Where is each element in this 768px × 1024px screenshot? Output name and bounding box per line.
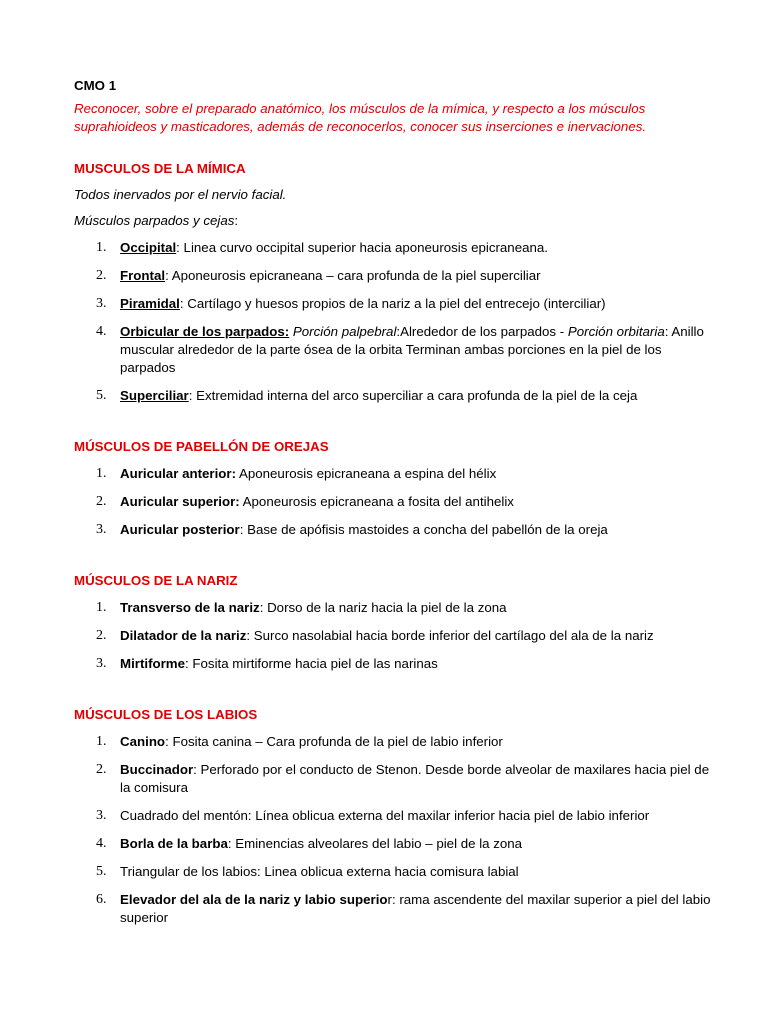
portion-name: Porción palpebral	[289, 324, 397, 339]
list-item	[74, 239, 714, 257]
list-number: 3.	[96, 808, 107, 823]
muscle-name: Auricular posterior	[120, 522, 240, 537]
muscle-description: : Perforado por el conducto de Stenon. Desde borde alveolar de maxilares hacia piel de la comisura	[120, 762, 710, 795]
muscle-list-mimica	[74, 239, 714, 405]
list-number: 4.	[96, 324, 107, 339]
list-item	[74, 761, 714, 797]
list-number: 6.	[96, 892, 107, 907]
muscle-description: : Surco nasolabial hacia borde inferior del cartílago del ala de la nariz	[246, 628, 654, 643]
muscle-list-nariz	[74, 599, 714, 673]
muscle-description: : Eminencias alveolares del labio – piel de la zona	[227, 836, 523, 851]
list-item	[74, 387, 714, 405]
list-number: 1.	[96, 466, 107, 481]
muscle-name: Canino	[120, 734, 166, 749]
section-heading-labios: MÚSCULOS DE LOS LABIOS	[74, 707, 258, 722]
list-item	[74, 863, 714, 881]
muscle-name: Occipital	[120, 240, 177, 255]
document-page	[74, 77, 714, 937]
section-heading-nariz: MÚSCULOS DE LA NARIZ	[74, 573, 238, 588]
list-number: 3.	[96, 522, 107, 537]
muscle-name: Superciliar	[120, 388, 189, 403]
muscle-description: : Cartílago y huesos propios de la nariz a la piel del entrecejo (interciliar)	[179, 296, 606, 311]
muscle-name: Borla de la barba	[120, 836, 228, 851]
muscle-description: : Fosita canina – Cara profunda de la piel de labio inferior	[165, 734, 503, 749]
list-number: 3.	[96, 656, 107, 671]
list-item	[74, 599, 714, 617]
list-item	[74, 295, 714, 313]
muscle-name: Buccinador	[120, 762, 194, 777]
list-item	[74, 465, 714, 483]
list-item	[74, 891, 714, 927]
list-number: 1.	[96, 600, 107, 615]
subsection-label	[74, 212, 714, 230]
muscle-description: : Aponeurosis epicraneana – cara profunda de la piel superciliar	[165, 268, 541, 283]
list-item	[74, 807, 714, 825]
muscle-description: : Base de apófisis mastoides a concha del pabellón de la oreja	[239, 522, 608, 537]
list-number: 2.	[96, 268, 107, 283]
list-item	[74, 627, 714, 645]
muscle-description: : Anillo muscular alrededor de la parte ósea de la orbita Terminan ambas porciones en la piel de los parpados	[120, 324, 704, 375]
list-number: 1.	[96, 734, 107, 749]
section-heading-mimica: MUSCULOS DE LA MÍMICA	[74, 161, 246, 176]
portion-name: Porción orbitaria	[567, 324, 665, 339]
list-number: 5.	[96, 388, 107, 403]
subsection-label-colon: :	[234, 213, 239, 228]
muscle-name: Piramidal	[120, 296, 180, 311]
list-number: 3.	[96, 296, 107, 311]
muscle-description: :Alrededor de los parpados -	[396, 324, 568, 339]
muscle-description: : Extremidad interna del arco superciliar a cara profunda de la piel de la ceja	[188, 388, 638, 403]
list-number: 2.	[96, 762, 107, 777]
list-item	[74, 521, 714, 539]
list-item	[74, 835, 714, 853]
muscle-description: : Linea curvo occipital superior hacia aponeurosis epicraneana.	[176, 240, 548, 255]
list-number: 2.	[96, 494, 107, 509]
muscle-description: r: rama ascendente del maxilar superior a piel del labio superior	[120, 892, 711, 925]
list-number: 5.	[96, 864, 107, 879]
muscle-name: Frontal	[120, 268, 166, 283]
section-note: Todos inervados por el nervio facial.	[74, 187, 287, 202]
muscle-list-labios	[74, 733, 714, 927]
muscle-description: Aponeurosis epicraneana a fosita del antihelix	[239, 494, 514, 509]
muscle-list-orejas	[74, 465, 714, 539]
list-item	[74, 493, 714, 511]
list-item	[74, 655, 714, 673]
list-number: 1.	[96, 240, 107, 255]
list-number: 2.	[96, 628, 107, 643]
list-number: 4.	[96, 836, 107, 851]
document-title: CMO 1	[74, 78, 117, 93]
muscle-description: Aponeurosis epicraneana a espina del hélix	[236, 466, 497, 481]
list-item	[74, 733, 714, 751]
muscle-name: Orbicular de los parpados:	[120, 324, 290, 339]
section-heading-orejas: MÚSCULOS DE PABELLÓN DE OREJAS	[74, 439, 329, 454]
subsection-label-text: Músculos parpados y cejas	[74, 213, 235, 228]
muscle-name: Transverso de la nariz	[120, 600, 260, 615]
list-item	[74, 323, 714, 377]
muscle-name: Auricular superior:	[120, 494, 240, 509]
objective-text: Reconocer, sobre el preparado anatómico, los músculos de la mímica, y respecto a los músculos suprahioideos y masticadores, además de reconocerlos, conocer sus inserciones e inervaciones.	[74, 101, 647, 134]
muscle-name: Auricular anterior:	[120, 466, 237, 481]
muscle-name: Dilatador de la nariz	[120, 628, 247, 643]
muscle-description: Cuadrado del mentón: Línea oblicua externa del maxilar inferior hacia piel de labio inferior	[120, 808, 650, 823]
muscle-description: : Dorso de la nariz hacia la piel de la zona	[259, 600, 507, 615]
muscle-name: Elevador del ala de la nariz y labio superio	[120, 892, 388, 907]
muscle-name: Mirtiforme	[120, 656, 186, 671]
muscle-description: : Fosita mirtiforme hacia piel de las narinas	[185, 656, 438, 671]
muscle-description: Triangular de los labios: Linea oblicua externa hacia comisura labial	[120, 864, 519, 879]
list-item	[74, 267, 714, 285]
